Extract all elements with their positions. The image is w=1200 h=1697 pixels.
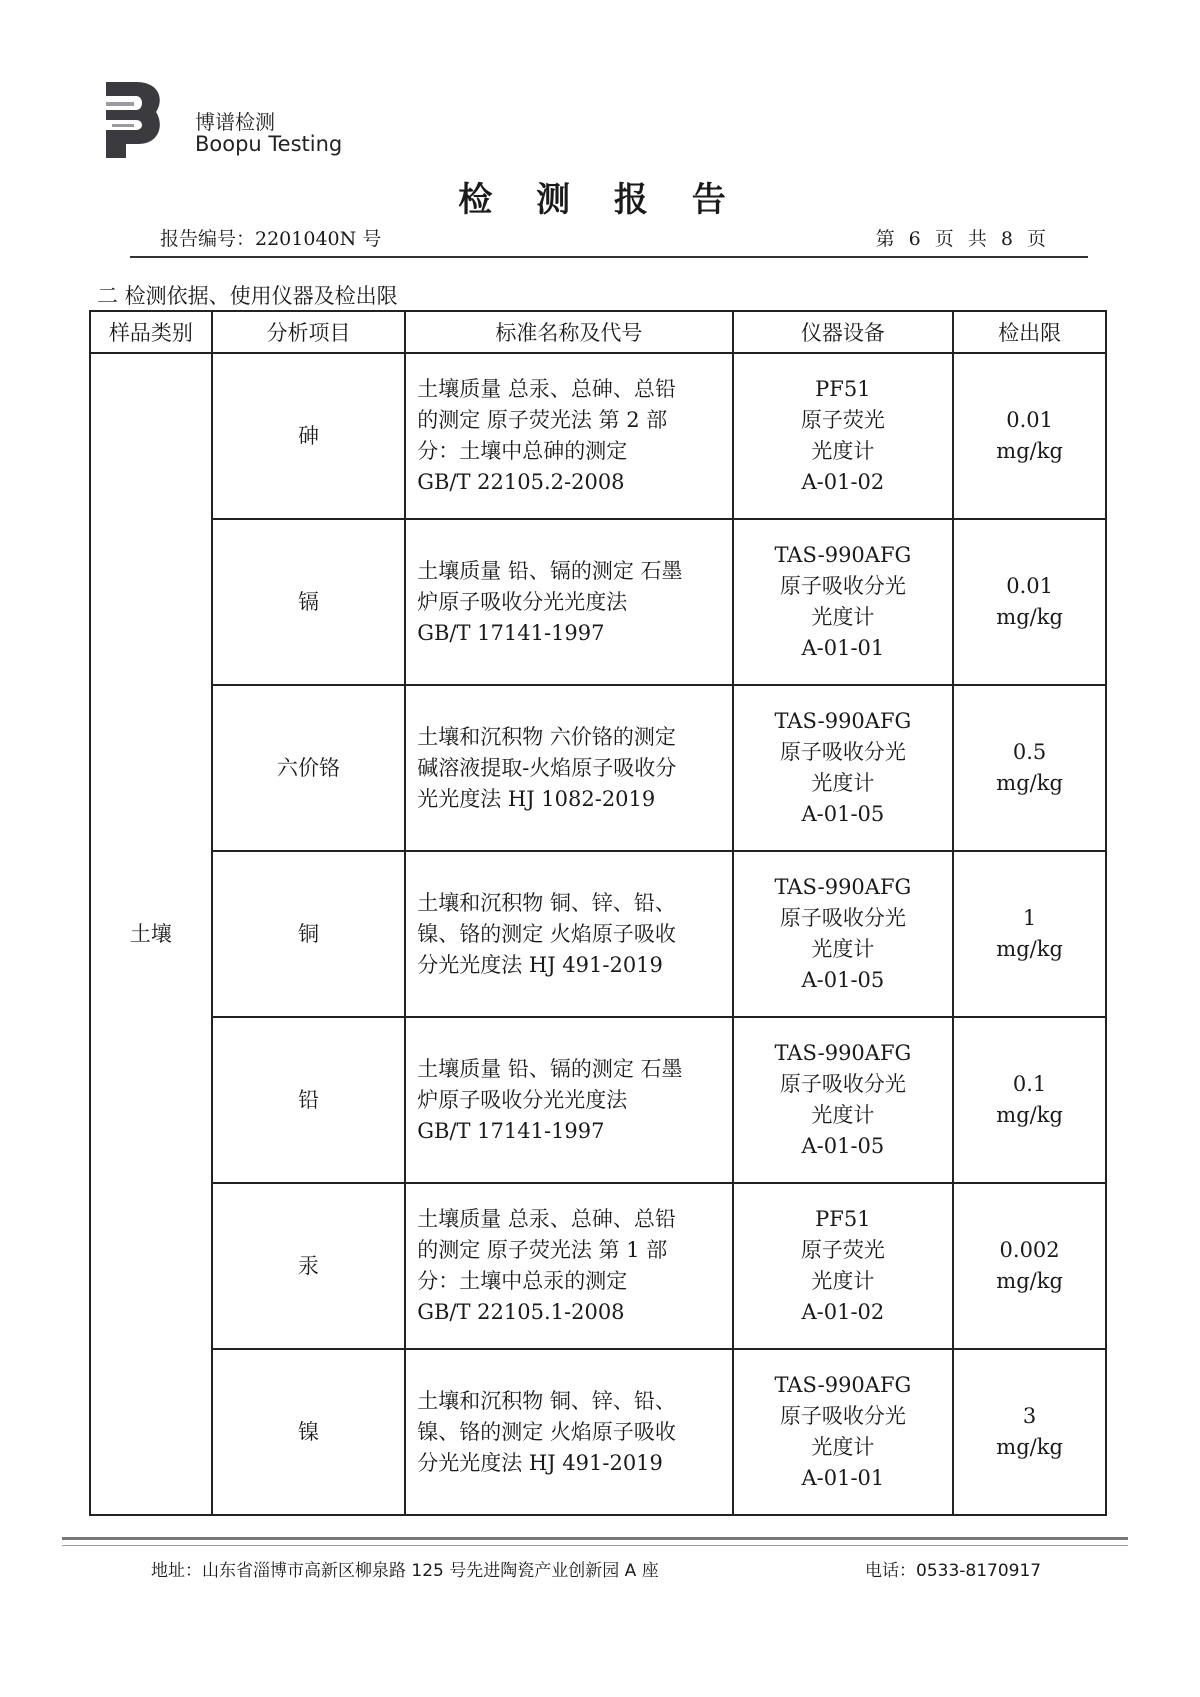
detection-limit-cell	[953, 1349, 1106, 1515]
table-row	[90, 1183, 1106, 1349]
analysis-item-cell: 六价铬	[212, 685, 406, 851]
brand-name-cn: 博谱检测	[195, 110, 275, 134]
instrument-line: 光度计	[811, 1103, 875, 1127]
standard-cell	[405, 353, 732, 519]
page-info: 第 6 页 共 8 页	[875, 228, 1050, 250]
instrument-cell	[733, 851, 954, 1017]
standard-line: 光光度法 HJ 1082-2019	[417, 786, 656, 811]
instrument-line: A-01-02	[801, 1300, 885, 1324]
analysis-item-cell: 铜	[212, 851, 406, 1017]
standard-line: 土壤和沉积物 铜、锌、铅、	[417, 890, 676, 915]
document-title: 检 测 报 告	[458, 180, 742, 220]
section-title: 二 检测依据、使用仪器及检出限	[97, 284, 398, 308]
instrument-cell	[733, 519, 954, 685]
standard-cell	[405, 1349, 732, 1515]
footer-divider	[62, 1537, 1128, 1546]
standard-cell	[405, 851, 732, 1017]
limit-line: 0.01	[1006, 408, 1053, 432]
instrument-line: 原子吸收分光	[779, 1072, 906, 1096]
instrument-line: TAS-990AFG	[774, 1041, 912, 1065]
instrument-line: A-01-01	[801, 636, 885, 660]
instrument-line: 光度计	[811, 1435, 875, 1459]
instrument-line: TAS-990AFG	[774, 875, 912, 899]
standard-line: GB/T 17141-1997	[417, 1118, 605, 1143]
instrument-line: PF51	[815, 1207, 871, 1231]
standard-line: 炉原子吸收分光光度法	[417, 589, 628, 614]
detection-limit-cell	[953, 685, 1106, 851]
instrument-line: A-01-05	[801, 1134, 885, 1158]
instrument-line: A-01-01	[801, 1466, 885, 1490]
analysis-item-cell: 铅	[212, 1017, 406, 1183]
table-header-row	[90, 311, 1106, 353]
instrument-line: TAS-990AFG	[774, 543, 912, 567]
limit-line: mg/kg	[996, 439, 1063, 463]
header-detection-limit: 检出限	[953, 311, 1106, 353]
header-analysis-item: 分析项目	[212, 311, 406, 353]
limit-line: 0.002	[999, 1238, 1060, 1262]
standard-line: 的测定 原子荧光法 第 1 部	[417, 1238, 668, 1262]
analysis-item-cell: 镍	[212, 1349, 406, 1515]
detection-limit-cell	[953, 353, 1106, 519]
limit-line: mg/kg	[996, 1435, 1063, 1459]
instrument-cell	[733, 685, 954, 851]
analysis-item-cell: 汞	[212, 1183, 406, 1349]
limit-line: mg/kg	[996, 771, 1063, 795]
brand-name-en: Boopu Testing	[195, 132, 343, 156]
boopu-logo-icon	[104, 80, 166, 160]
header-sample-type: 样品类别	[90, 311, 212, 353]
table-row	[90, 1349, 1106, 1515]
limit-line: 1	[1022, 906, 1037, 930]
table-row	[90, 1017, 1106, 1183]
standard-line: 分光光度法 HJ 491-2019	[417, 1450, 663, 1475]
standard-line: 镍、铬的测定 火焰原子吸收	[417, 1419, 676, 1444]
instrument-line: 光度计	[811, 1269, 875, 1293]
standard-cell	[405, 1017, 732, 1183]
limit-line: mg/kg	[996, 1269, 1063, 1293]
standard-line: GB/T 22105.1-2008	[417, 1300, 625, 1324]
detection-limit-cell	[953, 1183, 1106, 1349]
instrument-line: 原子吸收分光	[779, 906, 906, 930]
table-row	[90, 685, 1106, 851]
instrument-line: 光度计	[811, 937, 875, 961]
standard-line: 土壤质量 铅、镉的测定 石墨	[417, 1056, 683, 1081]
detection-table	[89, 310, 1107, 1516]
standard-line: 炉原子吸收分光光度法	[417, 1087, 628, 1112]
table-row	[90, 353, 1106, 519]
instrument-cell	[733, 1349, 954, 1515]
instrument-line: 原子吸收分光	[779, 574, 906, 598]
detection-limit-cell	[953, 1017, 1106, 1183]
standard-cell	[405, 1183, 732, 1349]
instrument-cell	[733, 1183, 954, 1349]
standard-line: 分：土壤中总汞的测定	[417, 1269, 628, 1293]
instrument-line: A-01-02	[801, 470, 885, 494]
instrument-line: 原子荧光	[800, 1238, 885, 1262]
footer-address: 地址：山东省淄博市高新区柳泉路 125 号先进陶瓷产业创新园 A 座	[151, 1561, 659, 1581]
standard-line: 碱溶液提取-火焰原子吸收分	[417, 755, 677, 780]
analysis-item-cell: 镉	[212, 519, 406, 685]
instrument-cell	[733, 1017, 954, 1183]
header-instrument: 仪器设备	[733, 311, 954, 353]
header-divider	[130, 256, 1088, 258]
standard-line: 土壤质量 总汞、总砷、总铅	[417, 1207, 676, 1231]
instrument-line: TAS-990AFG	[774, 709, 912, 733]
detection-limit-cell	[953, 851, 1106, 1017]
table-row	[90, 519, 1106, 685]
standard-line: 分光光度法 HJ 491-2019	[417, 952, 663, 977]
detection-limit-cell	[953, 519, 1106, 685]
instrument-line: 原子吸收分光	[779, 740, 906, 764]
footer-phone: 电话：0533-8170917	[865, 1561, 1042, 1581]
instrument-line: 原子吸收分光	[779, 1404, 906, 1428]
instrument-line: A-01-05	[801, 968, 885, 992]
standard-line: 分：土壤中总砷的测定	[417, 439, 628, 463]
standard-cell	[405, 519, 732, 685]
limit-line: 0.01	[1006, 574, 1053, 598]
standard-cell	[405, 685, 732, 851]
standard-line: 的测定 原子荧光法 第 2 部	[417, 408, 668, 432]
limit-line: mg/kg	[996, 1103, 1063, 1127]
standard-line: GB/T 17141-1997	[417, 620, 605, 645]
instrument-line: TAS-990AFG	[774, 1373, 912, 1397]
table-row	[90, 851, 1106, 1017]
sample-type-cell: 土壤	[90, 353, 212, 1515]
limit-line: 0.5	[1012, 740, 1047, 764]
header-standard: 标准名称及代号	[405, 311, 732, 353]
standard-line: GB/T 22105.2-2008	[417, 470, 625, 494]
standard-line: 镍、铬的测定 火焰原子吸收	[417, 921, 676, 946]
instrument-line: 光度计	[811, 439, 875, 463]
analysis-item-cell: 砷	[212, 353, 406, 519]
standard-line: 土壤和沉积物 六价铬的测定	[417, 724, 676, 749]
instrument-cell	[733, 353, 954, 519]
report-number: 报告编号：2201040N 号	[160, 228, 382, 250]
instrument-line: PF51	[815, 377, 871, 401]
standard-line: 土壤质量 铅、镉的测定 石墨	[417, 558, 683, 583]
instrument-line: 原子荧光	[800, 408, 885, 432]
standard-line: 土壤质量 总汞、总砷、总铅	[417, 377, 676, 401]
limit-line: mg/kg	[996, 937, 1063, 961]
limit-line: 3	[1022, 1404, 1037, 1428]
limit-line: 0.1	[1012, 1072, 1047, 1096]
standard-line: 土壤和沉积物 铜、锌、铅、	[417, 1388, 676, 1413]
instrument-line: A-01-05	[801, 802, 885, 826]
limit-line: mg/kg	[996, 605, 1063, 629]
instrument-line: 光度计	[811, 771, 875, 795]
instrument-line: 光度计	[811, 605, 875, 629]
